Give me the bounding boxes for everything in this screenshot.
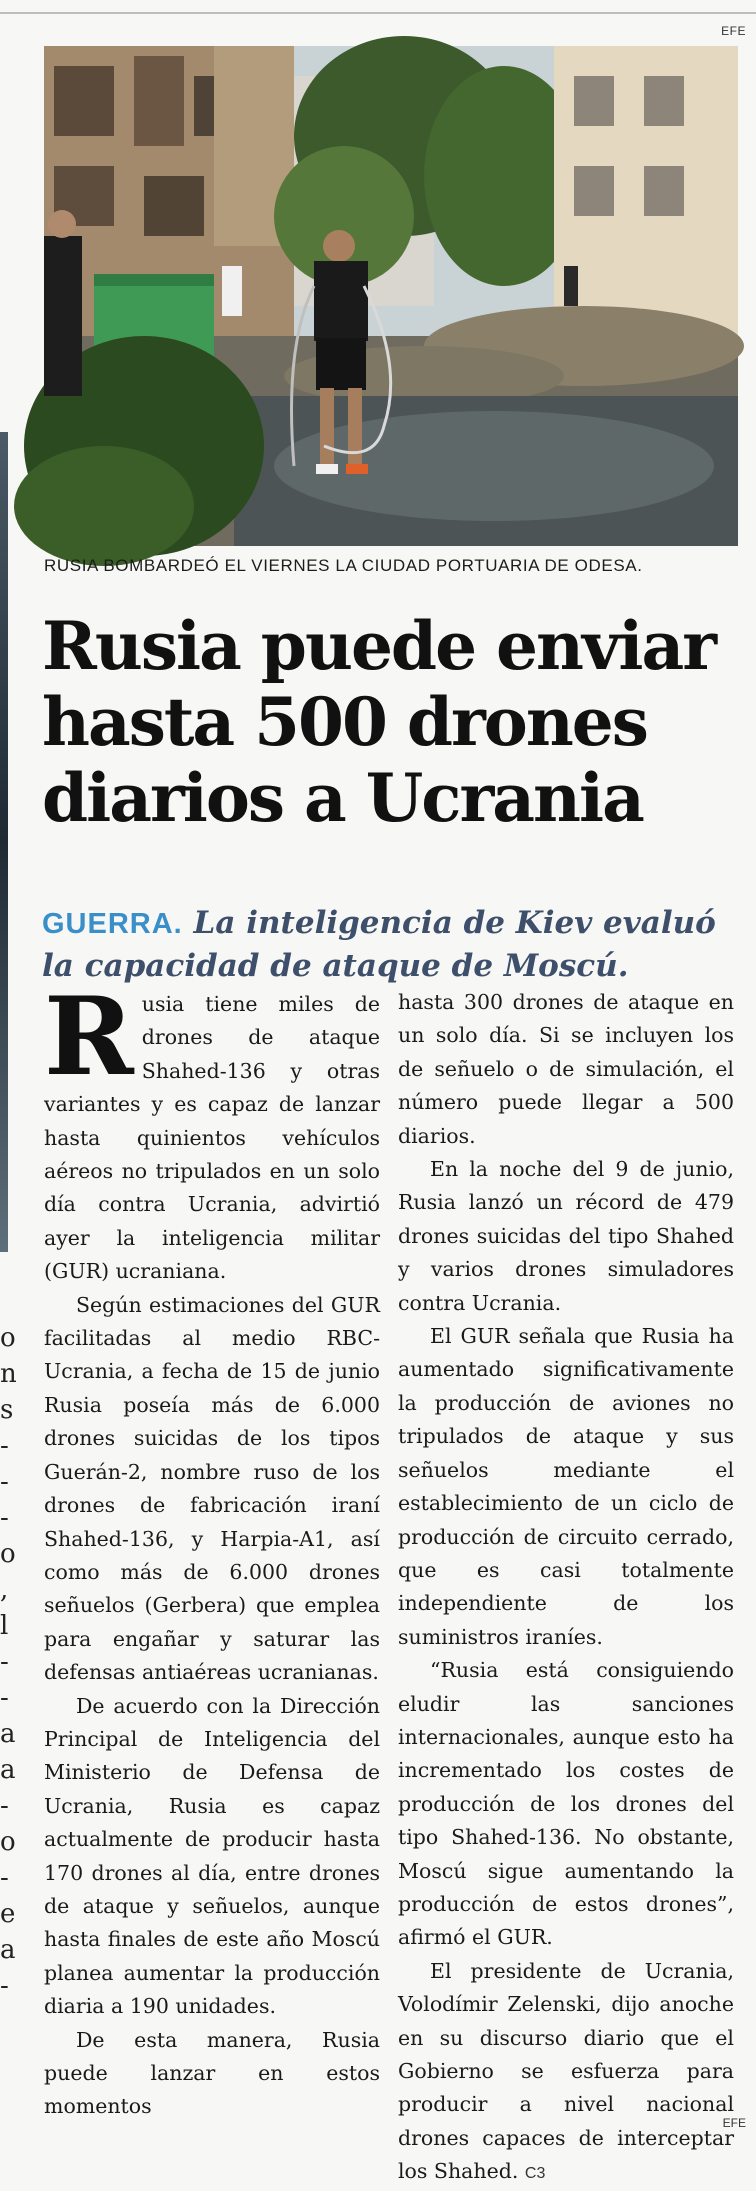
article-paragraph: El presidente de Ucrania, Volodímir Zelenski, dijo anoche en su discurso diario que el Gobierno se esfuerza para producir a nivel nacional drones capaces de interceptar los Shahed. C3 xyxy=(398,1958,734,2184)
adjacent-article-text-edge: o n s - - - o , l - - a a - o - e a - xyxy=(0,1323,17,2001)
article-paragraph: hasta 300 drones de ataque en un solo día. Si se incluyen los de señuelo o de simulación, el número puede llegar a 500 diarios. xyxy=(398,990,734,1148)
photo-credit: EFE xyxy=(721,24,746,38)
headline xyxy=(42,608,742,836)
headline-line-1: Rusia puede enviar xyxy=(42,607,715,685)
article-paragraph: Rusia tiene miles de drones de ataque Shahed-136 y otras variantes y es capaz de lanzar hasta quinientos vehículos aéreos no tripulados en un solo día contra Ucrania, advirtió ayer la inteligencia militar (GUR) ucraniana. xyxy=(44,974,380,1284)
article-paragraph: Según estimaciones del GUR facilitadas al medio RBC-Ucrania, a fecha de 15 de junio Rusia poseía más de 6.000 drones suicidas de los tipos Guerán-2, nombre ruso de los drones de fabricación iraní Shahed-136, y Harpia-A1, así como más de 6.000 drones señuelos (Gerbera) que emplea para engañar y saturar las defensas antiaéreas ucranianas. xyxy=(44,1292,380,1685)
article-paragraph: El GUR señala que Rusia ha aumentado significativamente la producción de aviones no tripulados de ataque y sus señuelos mediante el establecimiento de un ciclo de producción de circuito cerrado, que es casi totalmente independiente de los suministros iraníes. xyxy=(398,1324,734,1649)
article-paragraph: “Rusia está consiguiendo eludir las sanciones internacionales, aunque esto ha incrementado los costes de producción de los drones del tipo Shahed-136. No obstante, Moscú sigue aumentando la producción de estos drones”, afirmó el GUR. xyxy=(398,1658,734,1950)
article-column-left xyxy=(44,974,380,2124)
section-kicker: GUERRA. xyxy=(42,908,183,940)
headline-line-2: hasta 500 drones xyxy=(42,683,647,761)
article-paragraph: De acuerdo con la Dirección Principal de Inteligencia del Ministerio de Defensa de Ucrania, Rusia es capaz actualmente de producir hasta 170 drones al día, entre drones de ataque y señuelos, aunque hasta finales de este año Moscú planea aumentar la producción diaria a 190 unidades. xyxy=(44,1693,380,2019)
photo-caption: RUSIA BOMBARDEÓ EL VIERNES LA CIUDAD PORTUARIA DE ODESA. xyxy=(44,556,643,575)
article-column-right xyxy=(398,986,734,2191)
adjacent-article-photo-edge xyxy=(0,432,8,1252)
end-of-article-icon: C3 xyxy=(524,2165,546,2183)
drop-cap: R xyxy=(44,974,134,1100)
footer-credit: EFE xyxy=(722,2116,746,2130)
headline-line-3: diarios a Ucrania xyxy=(42,759,643,837)
article-paragraph: En la noche del 9 de junio, Rusia lanzó un récord de 479 drones suicidas del tipo Shahed y varios drones simuladores contra Ucrania. xyxy=(398,1157,734,1315)
subheadline-text: La inteligencia de Kiev evaluó la capacidad de ataque de Moscú. xyxy=(42,905,716,984)
subheadline xyxy=(42,902,742,987)
news-photo-odesa-street xyxy=(44,46,738,546)
top-rule xyxy=(0,12,756,14)
article-paragraph: De esta manera, Rusia puede lanzar en estos momentos xyxy=(44,2027,380,2119)
